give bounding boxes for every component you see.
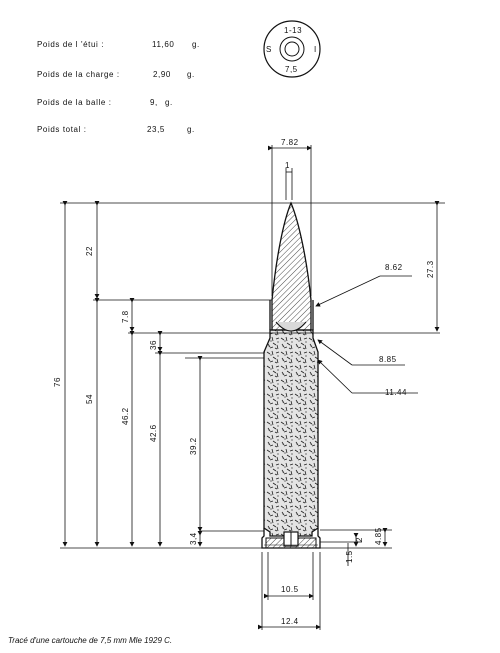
dim-12-4: 12.4 [281,617,299,626]
dim-42-6: 42.6 [149,424,158,442]
dim-46-2: 46.2 [121,407,130,425]
dim-8-62: 8.62 [385,263,403,272]
weight-value: 2,90 [153,70,171,79]
dim-1: 1 [285,161,290,170]
dim-22: 22 [85,246,94,256]
dim-2: 2 [355,537,364,542]
dim-4-85: 4.85 [374,527,383,545]
weight-unit: g. [192,40,200,49]
weight-unit: g. [165,98,173,107]
weight-unit: g. [187,70,195,79]
dim-3-4: 3,4 [189,532,198,545]
dim-39-2: 39.2 [189,437,198,455]
dim-1-5: 1.5 [345,550,354,563]
weight-value: 9, [150,98,158,107]
dim-27-3: 27.3 [426,260,435,278]
weight-unit: g. [187,125,195,134]
headstamp-top: 1-13 [284,26,303,35]
figure-caption: Tracé d'une cartouche de 7,5 mm Mle 1929 C. [8,636,173,645]
dim-10-5: 10.5 [281,585,299,594]
headstamp [264,21,320,77]
weight-label: Poids de la charge : [37,70,120,79]
dim-76: 76 [53,377,62,387]
dim-36: 36 [149,340,158,350]
headstamp-right: I [314,45,317,54]
dim-7-8: 7.8 [121,310,130,323]
headstamp-left: S [266,45,272,54]
weight-value: 23,5 [147,125,165,134]
weight-value: 11,60 [152,40,175,49]
headstamp-bottom: 7,5 [285,65,298,74]
weight-label: Poids total : [37,125,87,134]
dim-7-82: 7.82 [281,138,299,147]
weight-label: Poids de l 'étui : [37,40,105,49]
dim-8-85: 8.85 [379,355,397,364]
dim-11-44: 11.44 [385,388,407,397]
weight-label: Poids de la balle : [37,98,112,107]
dim-54: 54 [85,394,94,404]
